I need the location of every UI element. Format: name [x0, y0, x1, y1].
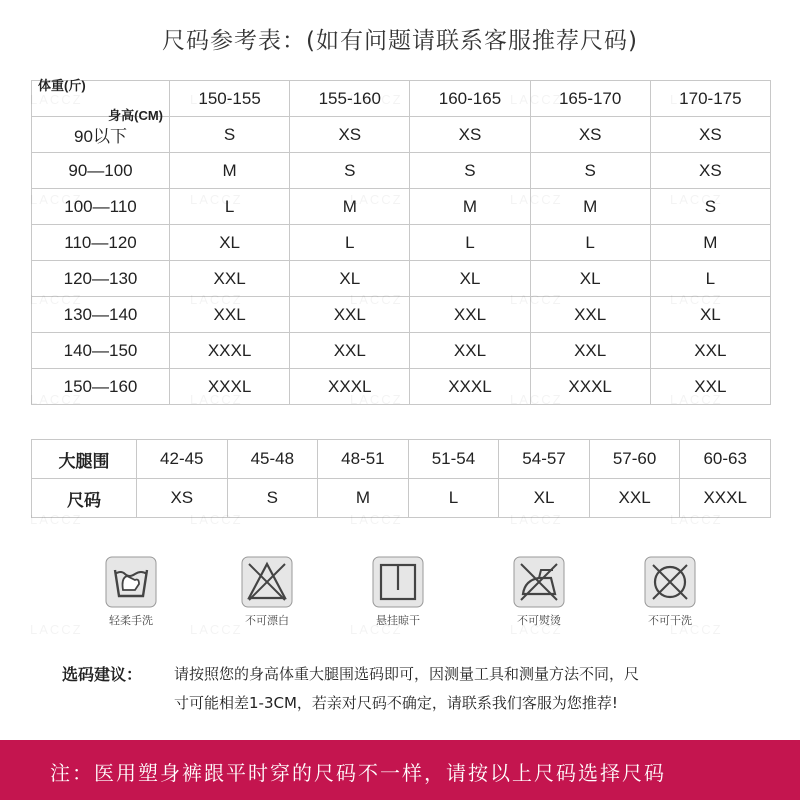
weight-row-header: 130—140: [32, 297, 170, 333]
height-column-header: 150-155: [170, 81, 290, 117]
size-cell: L: [410, 225, 530, 261]
watermark-text: [30, 192, 83, 207]
size-cell: S: [650, 189, 770, 225]
size-cell: XS: [650, 153, 770, 189]
size-cell: XXL: [530, 297, 650, 333]
watermark-text: [30, 92, 83, 107]
weight-row-header: 100—110: [32, 189, 170, 225]
size-cell: XL: [170, 225, 290, 261]
size-cell: L: [650, 261, 770, 297]
size-cell: XXXL: [530, 369, 650, 405]
thigh-size-cell: XXXL: [680, 479, 771, 518]
size-cell: XXL: [530, 333, 650, 369]
watermark-text: [190, 392, 243, 407]
care-label: 不可熨烫: [517, 614, 561, 627]
advice-label: 选码建议：: [62, 665, 143, 684]
care-item: [338, 556, 458, 628]
care-item: [610, 556, 730, 628]
page-title: 尺码参考表：(如有问题请联系客服推荐尺码): [162, 28, 638, 54]
watermark-text: [190, 512, 243, 527]
watermark-text: [670, 392, 723, 407]
size-chart-table: [31, 77, 771, 405]
thigh-size-cell: XS: [137, 479, 228, 518]
size-cell: L: [530, 225, 650, 261]
watermark-text: [350, 292, 403, 307]
thigh-size-cell: M: [318, 479, 409, 518]
no-bleach-icon: [241, 556, 293, 608]
care-item: [71, 556, 191, 628]
care-label: 不可漂白: [245, 614, 289, 627]
size-cell: XXXL: [410, 369, 530, 405]
size-cell: M: [290, 189, 410, 225]
watermark-text: [350, 92, 403, 107]
size-cell: XXL: [650, 369, 770, 405]
watermark-text: [670, 512, 723, 527]
height-column-header: 165-170: [530, 81, 650, 117]
size-cell: XXL: [410, 297, 530, 333]
thigh-size-cell: XL: [499, 479, 590, 518]
size-cell: XXL: [170, 261, 290, 297]
thigh-row-header: 大腿围: [32, 440, 137, 479]
watermark-text: [30, 392, 83, 407]
size-cell: XS: [290, 117, 410, 153]
size-cell: XS: [530, 117, 650, 153]
size-cell: S: [530, 153, 650, 189]
size-cell: L: [290, 225, 410, 261]
watermark-text: [510, 292, 563, 307]
thigh-size-table: [31, 439, 771, 518]
weight-row-header: 90—100: [32, 153, 170, 189]
size-cell: M: [650, 225, 770, 261]
size-cell: M: [530, 189, 650, 225]
weight-row-header: 140—150: [32, 333, 170, 369]
watermark-text: [510, 622, 563, 637]
care-label: 悬挂晾干: [376, 614, 420, 627]
size-cell: XL: [410, 261, 530, 297]
watermark-text: [30, 622, 83, 637]
thigh-cell: 57-60: [589, 440, 680, 479]
size-cell: XXL: [290, 333, 410, 369]
weight-row-header: 120—130: [32, 261, 170, 297]
size-cell: XL: [530, 261, 650, 297]
size-cell: XS: [410, 117, 530, 153]
thigh-cell: 45-48: [227, 440, 318, 479]
watermark-text: [190, 622, 243, 637]
size-cell: XL: [650, 297, 770, 333]
watermark-text: [350, 192, 403, 207]
advice-text: [174, 660, 744, 718]
thigh-cell: 51-54: [408, 440, 499, 479]
size-cell: XXL: [650, 333, 770, 369]
size-cell: XXXL: [170, 333, 290, 369]
footer-note: 注：医用塑身裤跟平时穿的尺码不一样，请按以上尺码选择尺码: [50, 761, 666, 785]
size-row-header: 尺码: [32, 479, 137, 518]
size-cell: S: [410, 153, 530, 189]
thigh-cell: 60-63: [680, 440, 771, 479]
watermark-text: [190, 292, 243, 307]
watermark-text: [190, 92, 243, 107]
size-cell: S: [170, 117, 290, 153]
watermark-text: [670, 622, 723, 637]
size-cell: M: [170, 153, 290, 189]
size-cell: XS: [650, 117, 770, 153]
care-label: 不可干洗: [648, 614, 692, 627]
care-item: [479, 556, 599, 628]
no-dry-clean-icon: [644, 556, 696, 608]
advice-line: 寸可能相差1-3CM，若亲对尺码不确定，请联系我们客服为您推荐!: [174, 694, 618, 712]
thigh-cell: 54-57: [499, 440, 590, 479]
watermark-text: [670, 92, 723, 107]
weight-row-header: 110—120: [32, 225, 170, 261]
size-cell: S: [290, 153, 410, 189]
table-row: [32, 153, 771, 189]
height-column-header: 170-175: [650, 81, 770, 117]
watermark-text: [510, 192, 563, 207]
care-label: 轻柔手洗: [109, 614, 153, 627]
size-cell: M: [410, 189, 530, 225]
table-row: [32, 333, 771, 369]
no-iron-icon: [513, 556, 565, 608]
height-axis-label: 身高(CM): [108, 107, 163, 123]
thigh-size-cell: L: [408, 479, 499, 518]
size-cell: L: [170, 189, 290, 225]
size-cell: XXL: [170, 297, 290, 333]
weight-axis-label: 体重(斤): [38, 77, 86, 93]
watermark-text: [670, 192, 723, 207]
thigh-size-cell: XXL: [589, 479, 680, 518]
thigh-cell: 42-45: [137, 440, 228, 479]
size-cell: XXXL: [290, 369, 410, 405]
thigh-cell: 48-51: [318, 440, 409, 479]
watermark-text: [510, 512, 563, 527]
watermark-text: [350, 622, 403, 637]
thigh-size-cell: S: [227, 479, 318, 518]
watermark-text: [350, 392, 403, 407]
size-cell: XXL: [290, 297, 410, 333]
weight-row-header: 150—160: [32, 369, 170, 405]
watermark-text: [190, 192, 243, 207]
thigh-row: [32, 440, 771, 479]
care-item: [207, 556, 327, 628]
height-column-header: 155-160: [290, 81, 410, 117]
weight-row-header: 90以下: [32, 117, 170, 153]
watermark-text: [350, 512, 403, 527]
footer-banner: [0, 740, 800, 800]
hand-wash-icon: [105, 556, 157, 608]
size-cell: XL: [290, 261, 410, 297]
size-cell: XXL: [410, 333, 530, 369]
advice-line: 请按照您的身高体重大腿围选码即可，因测量工具和测量方法不同，尺: [174, 665, 640, 683]
height-column-header: 160-165: [410, 81, 530, 117]
table-row: [32, 225, 771, 261]
watermark-text: [670, 292, 723, 307]
watermark-text: [30, 512, 83, 527]
size-cell: XXXL: [170, 369, 290, 405]
watermark-text: [510, 92, 563, 107]
watermark-text: [510, 392, 563, 407]
hang-dry-icon: [372, 556, 424, 608]
watermark-text: [30, 292, 83, 307]
